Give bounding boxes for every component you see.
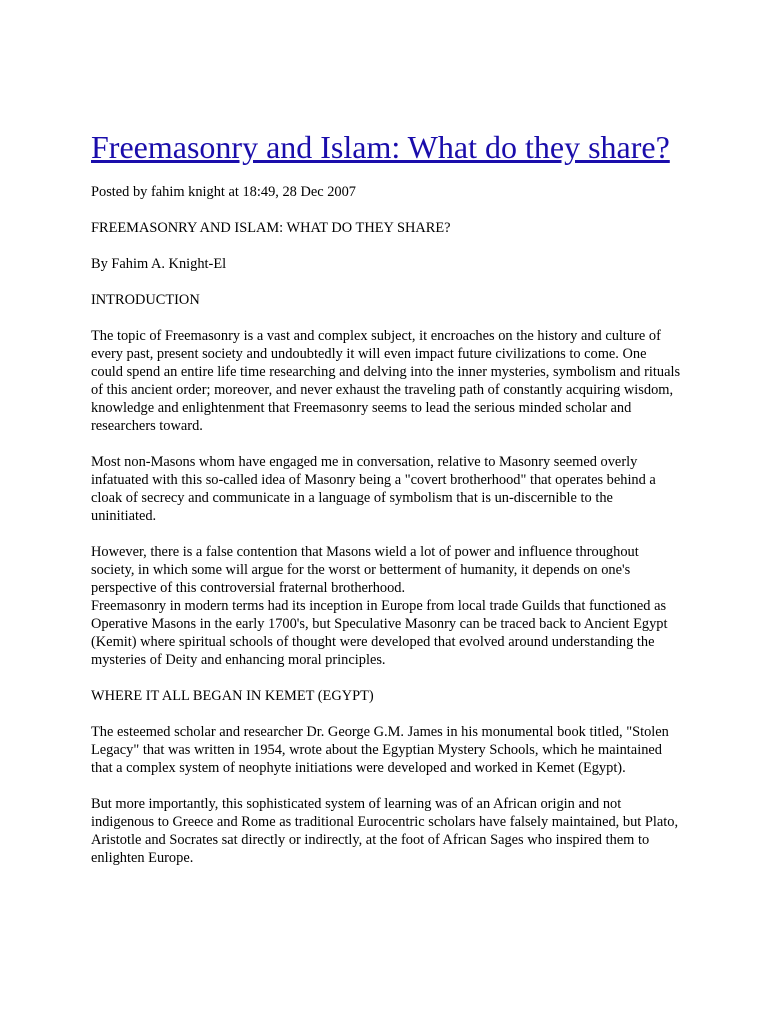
blog-post xyxy=(91,128,681,885)
paragraph: The esteemed scholar and researcher Dr. George G.M. James in his monumental book titled, "Stolen Legacy" that was written in 1954, wrote about the Egyptian Mystery Schools, which he maintained that a complex system of neophyte initiations were developed and worked in Kemet (Egypt). xyxy=(91,724,669,776)
paragraph: However, there is a false contention that Masons wield a lot of power and influence throughout society, in which some will argue for the worst or betterment of humanity, it depends on one's perspective of this controversial fraternal brotherhood. xyxy=(91,544,639,596)
post-title xyxy=(91,128,681,167)
paragraph: But more importantly, this sophisticated system of learning was of an African origin and not indigenous to Greece and Rome as traditional Eurocentric scholars have falsely maintained, but Plato, Aristotle and Socrates sat directly or indirectly, at the foot of African Sages who inspired them to enlighten Europe. xyxy=(91,796,679,866)
post-meta: Posted by fahim knight at 18:49, 28 Dec 2007 xyxy=(91,184,356,200)
post-heading: FREEMASONRY AND ISLAM: WHAT DO THEY SHARE? xyxy=(91,220,451,236)
paragraph: The topic of Freemasonry is a vast and complex subject, it encroaches on the history and culture of every past, present society and undoubtedly it will even impact future civilizations to come. One could spend an entire life time researching and delving into the inner mysteries, symbolism and rituals of this ancient order; moreover, and never exhaust the traveling path of constantly acquiring wisdom, knowledge and enlightenment that Freemasonry seems to lead the serious minded scholar and researchers toward. xyxy=(91,328,681,434)
intro-heading: INTRODUCTION xyxy=(91,292,200,308)
section-heading: WHERE IT ALL BEGAN IN KEMET (EGYPT) xyxy=(91,688,374,704)
post-body xyxy=(91,219,681,867)
paragraph: Freemasonry in modern terms had its inception in Europe from local trade Guilds that functioned as Operative Masons in the early 1700's, but Speculative Masonry can be traced back to Ancient Egypt (Kemit) where spiritual schools of thought were developed that evolved around understanding the mysteries of Deity and enhancing moral principles. xyxy=(91,598,668,668)
post-byline: By Fahim A. Knight-El xyxy=(91,256,227,272)
post-title-link[interactable]: Freemasonry and Islam: What do they share? xyxy=(91,129,670,165)
paragraph: Most non-Masons whom have engaged me in conversation, relative to Masonry seemed overly infatuated with this so-called idea of Masonry being a "covert brotherhood" that operates behind a cloak of secrecy and communicate in a language of symbolism that is un-discernible to the uninitiated. xyxy=(91,454,656,524)
